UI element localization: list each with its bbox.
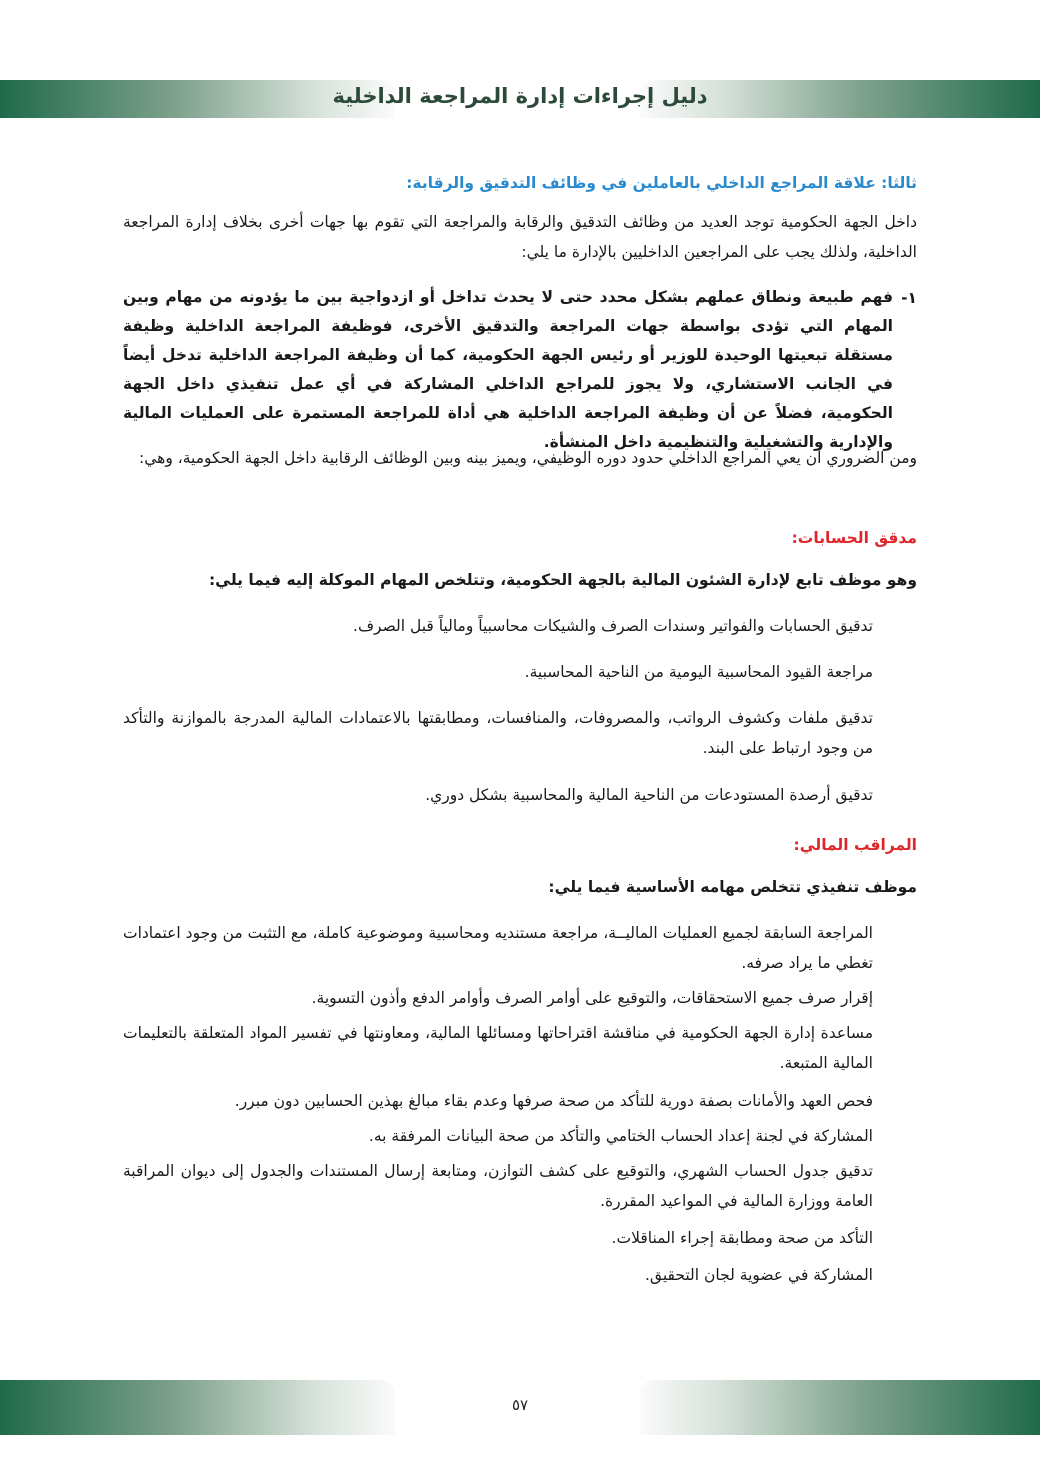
auditor-heading: مدقق الحسابات: [791,529,917,547]
list-item: مراجعة القيود المحاسبية اليومية من الناحية المحاسبية. [524,663,873,681]
list-item: تدقيق الحسابات والفواتير وسندات الصرف والشيكات محاسبياً ومالياً قبل الصرف. [353,617,873,635]
list-item: مساعدة إدارة الجهة الحكومية في مناقشة اقتراحاتها ومسائلها المالية، ومعاونتها في تفسير المواد المتعلقة بالتعليمات المالية المتبعة. [123,1024,873,1072]
auditor-lead: وهو موظف تابع لإدارة الشئون المالية بالجهة الحكومية، وتتلخص المهام الموكلة إليه فيما يلي: [208,571,917,589]
list-item: المشاركة في لجنة إعداد الحساب الختامي والتأكد من صحة البيانات المرفقة به. [368,1127,873,1145]
paragraph-roles: ومن الضروري أن يعي المراجع الداخلي حدود دوره الوظيفي، ويميز بينه وبين الوظائف الرقابية داخل الجهة الحكومية، وهي: [139,449,917,467]
intro-paragraph: داخل الجهة الحكومية توجد العديد من وظائف التدقيق والرقابة والمراجعة التي تقوم بها جهات أخرى بخلاف إدارة المراجعة الداخلية، ولذلك يجب على المراجعين الداخليين بالإدارة ما يلي: [123,213,917,261]
list-item: فحص العهد والأمانات بصفة دورية للتأكد من صحة صرفها وعدم بقاء مبالغ بهذين الحسابين دون مبرر. [234,1092,873,1110]
item-text: فهم طبيعة ونطاق عملهم بشكل محدد حتى لا يحدث تداخل أو ازدواجية بين ما يؤدونه من مهام وبين المهام التي تؤدى بواسطة جهات المراجعة والتدقيق الأخرى، فوظيفة المراجعة الداخلية وظيفة مستقلة تبعيتها الوحيدة للوزير أو رئيس الجهة الحكومية، كما أن وظيفة المراجعة الداخلية تدخل أيضاً في الجانب الاستشاري، ولا يجوز للمراجع الداخلي المشاركة في أي عمل تنفيذي داخل الجهة الحكومية، فضلاً عن أن وظيفة المراجعة الداخلية هي أداة للمراجعة المستمرة على العمليات المالية والإدارية والتشغيلية والتنظيمية داخل المنشأة. [123,288,893,451]
numbered-item [123,283,917,457]
list-item: التأكد من صحة ومطابقة إجراء المناقلات. [611,1229,873,1247]
page-number: ٥٧ [511,1396,529,1414]
list-item: تدقيق جدول الحساب الشهري، والتوقيع على كشف التوازن، ومتابعة إرسال المستندات والجدول إلى ديوان المراقبة العامة ووزارة المالية في المواعيد المقررة. [123,1162,873,1210]
item-number: ١- [901,289,917,307]
controller-lead: موظف تنفيذي تتخلص مهامه الأساسية فيما يلي: [548,878,917,896]
list-item: تدقيق ملفات وكشوف الرواتب، والمصروفات، والمنافسات، ومطابقتها بالاعتمادات المالية المدرجة بالموازنة والتأكد من وجود ارتباط على البند. [123,709,873,757]
page-footer [0,1380,1040,1435]
controller-heading: المراقب المالي: [793,836,917,854]
list-item: المشاركة في عضوية لجان التحقيق. [645,1266,873,1284]
list-item: إقرار صرف جميع الاستحقاقات، والتوقيع على أوامر الصرف وأوامر الدفع وأذون التسوية. [311,989,873,1007]
list-item: المراجعة السابقة لجميع العمليات الماليــة، مراجعة مستنديه ومحاسبية وموضوعية كاملة، مع التثبت من وجود اعتمادات تغطي ما يراد صرفه. [123,924,873,972]
list-item: تدقيق أرصدة المستودعات من الناحية المالية والمحاسبية بشكل دوري. [425,786,873,804]
page-header [0,80,1040,118]
header-title: دليل إجراءات إدارة المراجعة الداخلية [332,84,708,108]
section-heading: ثالثا: علاقة المراجع الداخلي بالعاملين في وظائف التدقيق والرقابة: [406,174,917,192]
